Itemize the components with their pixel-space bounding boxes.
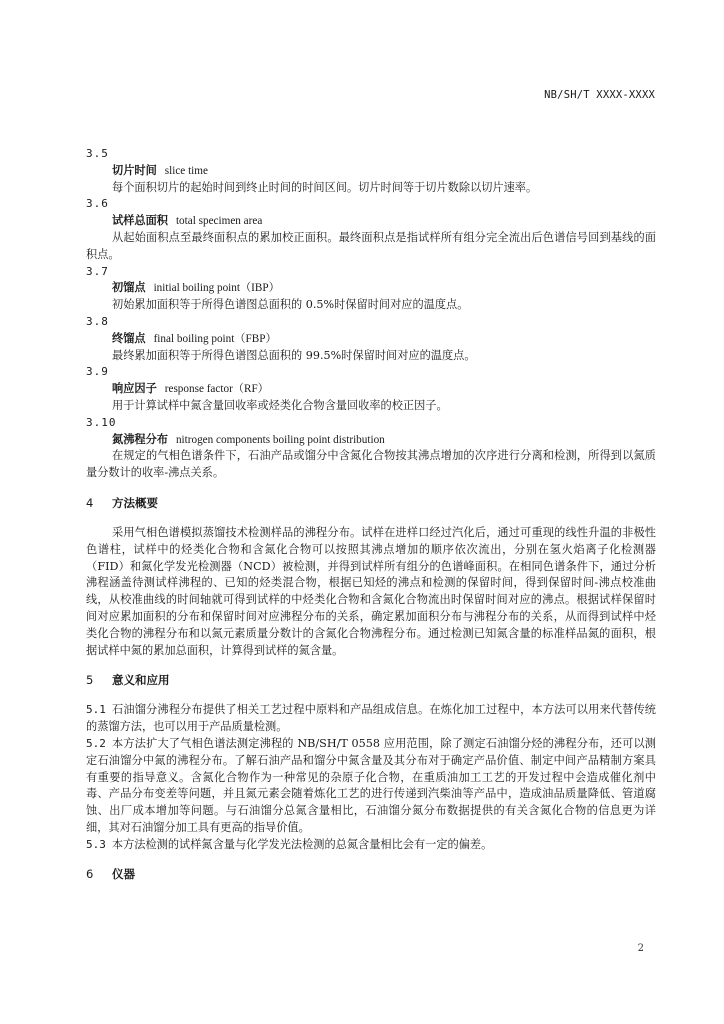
- clause-5-2: [86, 736, 656, 837]
- section-number: 4: [86, 495, 94, 510]
- definition-text: 最终累加面积等于所得色谱图总面积的 99.5%时保留时间对应的温度点。: [112, 348, 476, 362]
- clause-number: 3.5: [86, 147, 109, 160]
- clause-text: 本方法检测的试样氮含量与化学发光法检测的总氮含量相比会有一定的偏差。: [111, 837, 493, 851]
- definition-text: 用于计算试样中氮含量回收率或烃类化合物含量回收率的校正因子。: [112, 398, 448, 412]
- term-zh: 响应因子: [112, 382, 157, 396]
- section-title: 方法概要: [112, 495, 158, 510]
- page-content: [86, 146, 656, 896]
- definition-3-6: [86, 196, 656, 263]
- definition-text: 在规定的气相色谱条件下，石油产品或馏分中含氮化合物按其沸点增加的次序进行分离和检测，所得到以氮质量分数计的收率-沸点关系。: [86, 449, 656, 480]
- section-number: 6: [86, 867, 94, 882]
- term-zh: 氮沸程分布: [112, 432, 168, 446]
- definition-text: 从起始面积点至最终面积点的累加校正面积。最终面积点是指试样所有组分完全流出后色谱信号回到基线的面积点。: [86, 230, 656, 261]
- term-zh: 试样总面积: [112, 214, 168, 228]
- term: [86, 381, 656, 398]
- term: [86, 432, 656, 449]
- definition-3-8: [86, 314, 656, 364]
- clause-number: 3.6: [86, 197, 109, 211]
- clause-number: 5.1: [86, 703, 106, 717]
- section-4-paragraph: 采用气相色谱模拟蒸馏技术检测样品的沸程分布。试样在进样口经过汽化后，通过可重现的线性升温的非极性色谱柱，试样中的烃类化合物和含氮化合物可以按照其沸点增加的顺序依次流出，分别在氢火焰离子化检测器（FID）和氮化学发光检测器（NCD）被检测，并得到试样所有组分的色谱峰面积。在相同色谱条件下，通过分析沸程涵盖待测试样沸程的、已知的烃类混合物，根据已知烃的沸点和检测的保留时间，得到保留时间-沸点校准曲线，从校准曲线的时间轴就可得到试样的中烃类化合物和含氮化合物流出时保留时间对应的沸点。根据试样保留时间对应累加面积的分布和保留时间对应沸程分布的关系，确定累加面积分布与沸程分布的关系，从而得到试样中烃类化合物的沸程分布和以氮元素质量分数计的含氮化合物沸程分布。通过检测已知氮含量的标准样品氮的面积，根据试样中氮的累加总面积，计算得到试样的氮含量。: [86, 525, 656, 657]
- term-en: initial boiling point（IBP）: [153, 282, 280, 295]
- term-zh: 终馏点: [112, 331, 146, 345]
- clause-number: 3.7: [86, 264, 109, 278]
- section-4-heading: [86, 495, 656, 512]
- term: [86, 163, 656, 180]
- term: [86, 280, 656, 297]
- section-6-heading: [86, 866, 656, 883]
- definition-3-9: [86, 364, 656, 414]
- clause-5-3: [86, 837, 656, 854]
- clause-number: 3.9: [86, 365, 109, 379]
- clause-number: 3.10: [86, 415, 117, 429]
- term-en: nitrogen components boiling point distribution: [175, 433, 385, 446]
- clause-number: 5.2: [86, 736, 106, 750]
- definition-3-5: [86, 146, 656, 196]
- term-en: final boiling point（FBP）: [153, 332, 277, 345]
- clause-text: 石油馏分沸程分布提供了相关工艺过程中原料和产品组成信息。在炼化加工过程中，本方法可以用来代替传统的蒸馏方法，也可以用于产品质量检测。: [86, 703, 656, 734]
- term-zh: 切片时间: [112, 163, 157, 177]
- term-en: slice time: [164, 164, 208, 177]
- section-title: 仪器: [112, 867, 135, 882]
- clause-text: 本方法扩大了气相色谱法测定沸程的 NB/SH/T 0558 应用范围，除了测定石油馏分烃的沸程分布，还可以测定石油馏分中氮的沸程分布。了解石油产品和馏分中氮含量及其分布对于确定产品价值、制定中间产品精制方案具有重要的指导意义。含氮化合物作为一种常见的杂原子化合物，在重质油加工工艺的开发过程中会造成催化剂中毒、产品分布变差等问题，并且氮元素会随着炼化工艺的进行传递到汽柴油等产品中，造成油品质量降低、管道腐蚀、出厂成本增加等问题。与石油馏分总氮含量相比，石油馏分氮分布数据提供的有关含氮化合物的信息更为详细，其对石油馏分加工具有更高的指导价值。: [86, 736, 656, 834]
- definition-3-7: [86, 264, 656, 314]
- clause-number: 3.8: [86, 314, 109, 328]
- definition-3-10: [86, 415, 656, 482]
- term-en: total specimen area: [175, 215, 263, 228]
- definition-text: 每个面积切片的起始时间到终止时间的时间区间。切片时间等于切片数除以切片速率。: [112, 180, 538, 194]
- term-en: response factor（RF）: [164, 383, 269, 396]
- clause-5-1: [86, 702, 656, 736]
- term: [86, 213, 656, 230]
- page-number: 2: [637, 943, 644, 954]
- standard-code: NB/SH/T XXXX-XXXX: [544, 89, 655, 101]
- clause-number: 5.3: [86, 837, 106, 851]
- section-number: 5: [86, 673, 94, 688]
- definition-text: 初始累加面积等于所得色谱图总面积的 0.5%时保留时间对应的温度点。: [112, 298, 469, 312]
- section-title: 意义和应用: [112, 673, 170, 688]
- term: [86, 331, 656, 348]
- term-zh: 初馏点: [112, 281, 146, 295]
- section-5-heading: [86, 672, 656, 689]
